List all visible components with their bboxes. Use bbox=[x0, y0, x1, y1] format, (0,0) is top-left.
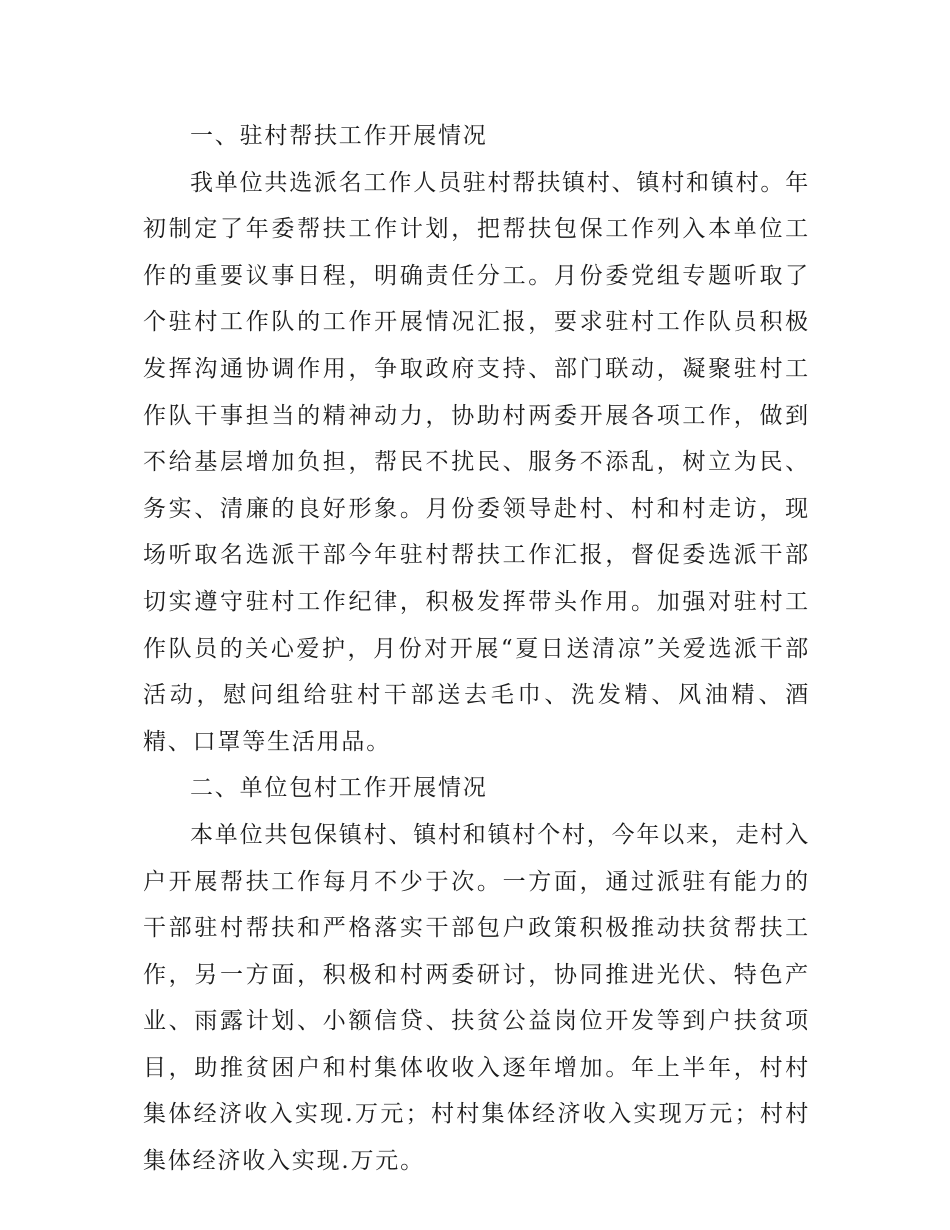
section-heading-1: 一、驻村帮扶工作开展情况 bbox=[190, 123, 488, 149]
section-paragraph-1: 我单位共选派名工作人员驻村帮扶镇村、镇村和镇村。年初制定了年委帮扶工作计划，把帮扶包保工作列入本单位工作的重要议事日程，明确责任分工。月份委党组专题听取了个驻村工作队的工作开展情况汇报，要求驻村工作队员积极发挥沟通协调作用，争取政府支持、部门联动，凝聚驻村工作队干事担当的精神动力，协助村两委开展各项工作，做到不给基层增加负担，帮民不扰民、服务不添乱，树立为民、务实、清廉的良好形象。月份委领导赴村、村和村走访，现场听取名选派干部今年驻村帮扶工作汇报，督促委选派干部切实遵守驻村工作纪律，积极发挥带头作用。加强对驻村工作队员的关心爱护，月份对开展“夏日送清凉”关爱选派干部活动，慰问组给驻村干部送去毛巾、洗发精、风油精、酒精、口罩等生活用品。 bbox=[143, 169, 810, 755]
section-paragraph-2: 本单位共包保镇村、镇村和镇村个村，今年以来，走村入户开展帮扶工作每月不少于次。一方面，通过派驻有能力的干部驻村帮扶和严格落实干部包户政策积极推动扶贫帮扶工作，另一方面，积极和村两委研讨，协同推进光伏、特色产业、雨露计划、小额信贷、扶贫公益岗位开发等到户扶贫项目，助推贫困户和村集体收收入逐年增加。年上半年，村村集体经济收入实现.万元；村村集体经济收入实现万元；村村集体经济收入实现.万元。 bbox=[143, 821, 810, 1175]
document-body bbox=[143, 113, 810, 1185]
section-heading-2: 二、单位包村工作开展情况 bbox=[190, 775, 488, 802]
